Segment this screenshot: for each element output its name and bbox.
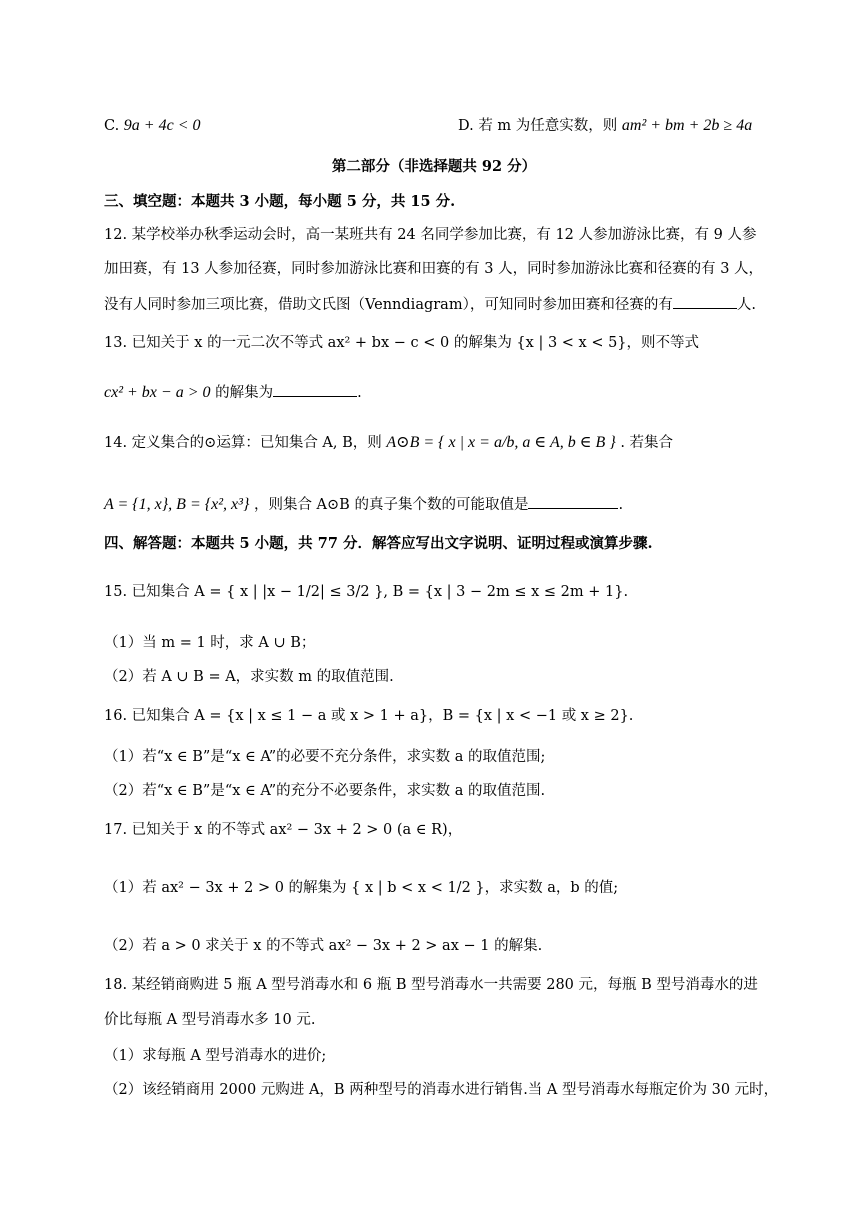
option-d	[458, 116, 752, 136]
q16-part1: （1）若“x ∈ B”是“x ∈ A”的必要不充分条件，求实数 a 的取值范围;	[104, 749, 546, 765]
section4-title: 四、解答题：本题共 5 小题，共 77 分．解答应写出文字说明、证明过程或演算步骤.	[104, 535, 653, 552]
option-d-math: am² + bm + 2b ≥ 4a	[621, 117, 753, 134]
q13-line2-text: 的解集为	[215, 385, 274, 401]
q13-line1: 13. 已知关于 x 的一元二次不等式 ax² + bx − c < 0 的解集为 {x | 3 < x < 5}，则不等式	[104, 335, 700, 351]
option-c-label: C.	[104, 118, 120, 134]
section3-title: 三、填空题：本题共 3 小题，每小题 5 分，共 15 分.	[104, 193, 456, 210]
q16-part2: （2）若“x ∈ B”是“x ∈ A”的充分不必要条件，求实数 a 的取值范围.	[104, 783, 546, 799]
q12-line3-text: 没有人同时参加三项比赛，借助文氏图（Venndiagram），可知同时参加田赛和径赛的有	[104, 297, 673, 313]
section2-title: 第二部分（非选择题共 92 分）	[331, 158, 537, 175]
q14-line2-math: A = {1, x}, B = {x², x³}	[104, 496, 250, 513]
q12-line1: 12. 某学校举办秋季运动会时，高一某班共有 24 名同学参加比赛，有 12 人参加游泳比赛，有 9 人参	[104, 227, 757, 243]
q14-line1	[104, 433, 673, 453]
q14-line1-end: . 若集合	[620, 435, 674, 451]
q12-line3-end: 人.	[736, 297, 756, 313]
option-d-label: D.	[458, 118, 474, 134]
q18-line2: 价比每瓶 A 型号消毒水多 10 元.	[104, 1012, 316, 1028]
q15-stem: 15. 已知集合 A = { x | |x − 1/2| ≤ 3/2 }, B = {x | 3 − 2m ≤ x ≤ 2m + 1}.	[104, 584, 629, 600]
option-d-text: 若 m 为任意实数，则	[478, 118, 618, 134]
q14-answer-blank[interactable]	[528, 494, 618, 509]
q14-line2-text: ，则集合 A⊙B 的真子集个数的可能取值是	[253, 497, 529, 513]
q14-line2	[104, 494, 623, 515]
q17-part1: （1）若 ax² − 3x + 2 > 0 的解集为 { x | b < x < 1/2 }，求实数 a，b 的值;	[104, 880, 619, 896]
option-c-math: 9a + 4c < 0	[123, 117, 201, 134]
q14-line2-end: .	[618, 497, 624, 513]
option-c	[104, 116, 201, 136]
q12-line3	[104, 294, 756, 315]
q18-part1: （1）求每瓶 A 型号消毒水的进价;	[104, 1048, 327, 1064]
q12-line2: 加田赛，有 13 人参加径赛，同时参加游泳比赛和田赛的有 3 人，同时参加游泳比赛和径赛的有 3 人，	[104, 261, 764, 277]
q14-line1-math: A⊙B = { x | x = a/b, a ∈ A, b ∈ B }	[386, 434, 616, 451]
q15-part2: （2）若 A ∪ B = A，求实数 m 的取值范围.	[104, 669, 394, 685]
q14-line1-text: 14. 定义集合的⊙运算：已知集合 A, B，则	[104, 435, 382, 451]
q16-stem: 16. 已知集合 A = {x | x ≤ 1 − a 或 x > 1 + a}，B = {x | x < −1 或 x ≥ 2}.	[104, 708, 634, 724]
q17-stem: 17. 已知关于 x 的不等式 ax² − 3x + 2 > 0 (a ∈ R)，	[104, 822, 463, 838]
q13-line2-end: .	[357, 385, 362, 401]
q13-line2-math: cx² + bx − a > 0	[104, 384, 211, 401]
q18-part2: （2）该经销商用 2000 元购进 A，B 两种型号的消毒水进行销售.当 A 型号消毒水每瓶定价为 30 元时，	[104, 1082, 779, 1098]
q18-line1: 18. 某经销商购进 5 瓶 A 型号消毒水和 6 瓶 B 型号消毒水一共需要 280 元，每瓶 B 型号消毒水的进	[104, 977, 758, 993]
q13-answer-blank[interactable]	[273, 382, 357, 397]
q13-line2	[104, 382, 362, 403]
q15-part1: （1）当 m = 1 时，求 A ∪ B；	[104, 635, 316, 651]
q12-answer-blank[interactable]	[673, 294, 737, 309]
q17-part2: （2）若 a > 0 求关于 x 的不等式 ax² − 3x + 2 > ax − 1 的解集.	[104, 938, 543, 954]
